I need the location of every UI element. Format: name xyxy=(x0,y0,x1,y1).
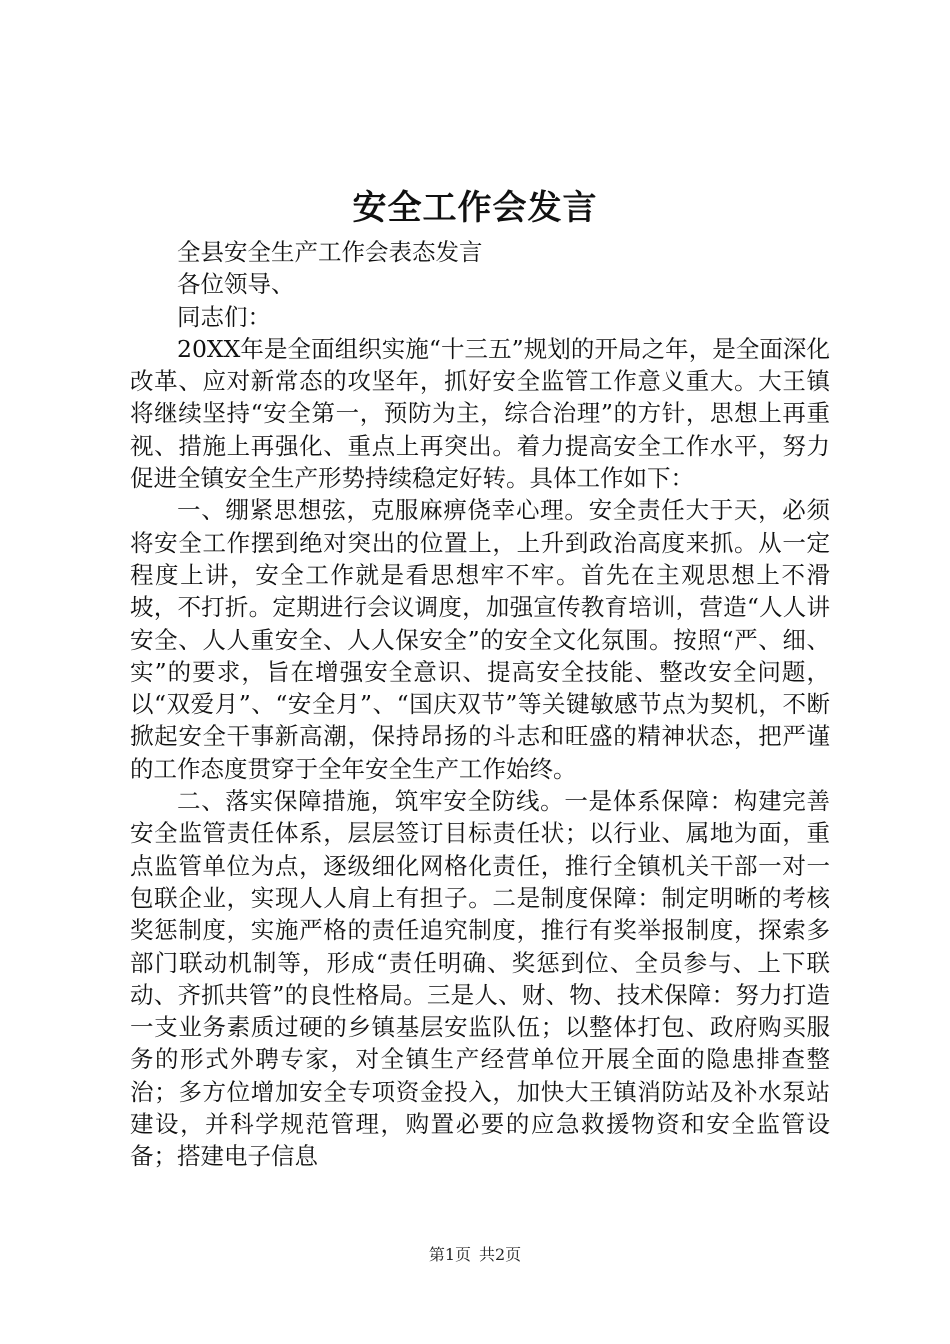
page-total: 共2页 xyxy=(479,1245,522,1264)
document-title: 安全工作会发言 xyxy=(352,188,598,228)
section-one-paragraph: 一、绷紧思想弦，克服麻痹侥幸心理。安全责任大于天，必须将安全工作摆到绝对突出的位置上，上升到政治高度来抓。从一定程度上讲，安全工作就是看思想牢不牢。首先在主观思想上不滑坡，不打折。定期进行会议调度，加强宣传教育培训，营造“人人讲安全、人人重安全、人人保安全”的安全文化氛围。按照“严、细、实”的要求，旨在增强安全意识、提高安全技能、整改安全问题，以“双爱月”、“安全月”、“国庆双节”等关键敏感节点为契机，不断掀起安全干事新高潮，保持昂扬的斗志和旺盛的精神状态，把严谨的工作态度贯穿于全年安全生产工作始终。 xyxy=(130,496,830,783)
page-footer xyxy=(0,1244,950,1266)
page-number: 第1页 xyxy=(428,1245,471,1264)
salutation-comrades: 同志们： xyxy=(177,302,271,331)
document-body xyxy=(130,236,830,1173)
intro-paragraph: 20XX年是全面组织实施“十三五”规划的开局之年，是全面深化改革、应对新常态的攻坚年，抓好安全监管工作意义重大。大王镇将继续坚持“安全第一，预防为主，综合治理”的方针，思想上再重视、措施上再强化、重点上再突出。着力提高安全工作水平，努力促进全镇安全生产形势持续稳定好转。具体工作如下： xyxy=(130,334,830,493)
salutation-leaders: 各位领导、 xyxy=(177,270,295,299)
section-two-paragraph: 二、落实保障措施，筑牢安全防线。一是体系保障：构建完善安全监管责任体系，层层签订目标责任状；以行业、属地为面，重点监管单位为点，逐级细化网格化责任，推行全镇机关干部一对一包联企业，实现人人肩上有担子。二是制度保障：制定明晰的考核奖惩制度，实施严格的责任追究制度，推行有奖举报制度，探索多部门联动机制等，形成“责任明确、奖惩到位、全员参与、上下联动、齐抓共管”的良性格局。三是人、财、物、技术保障：努力打造一支业务素质过硬的乡镇基层安监队伍；以整体打包、政府购买服务的形式外聘专家，对全镇生产经营单位开展全面的隐患排查整治；多方位增加安全专项资金投入，加快大王镇消防站及补水泵站建设，并科学规范管理，购置必要的应急救援物资和安全监管设备；搭建电子信息 xyxy=(130,787,830,1171)
speech-heading: 全县安全生产工作会表态发言 xyxy=(177,238,483,266)
